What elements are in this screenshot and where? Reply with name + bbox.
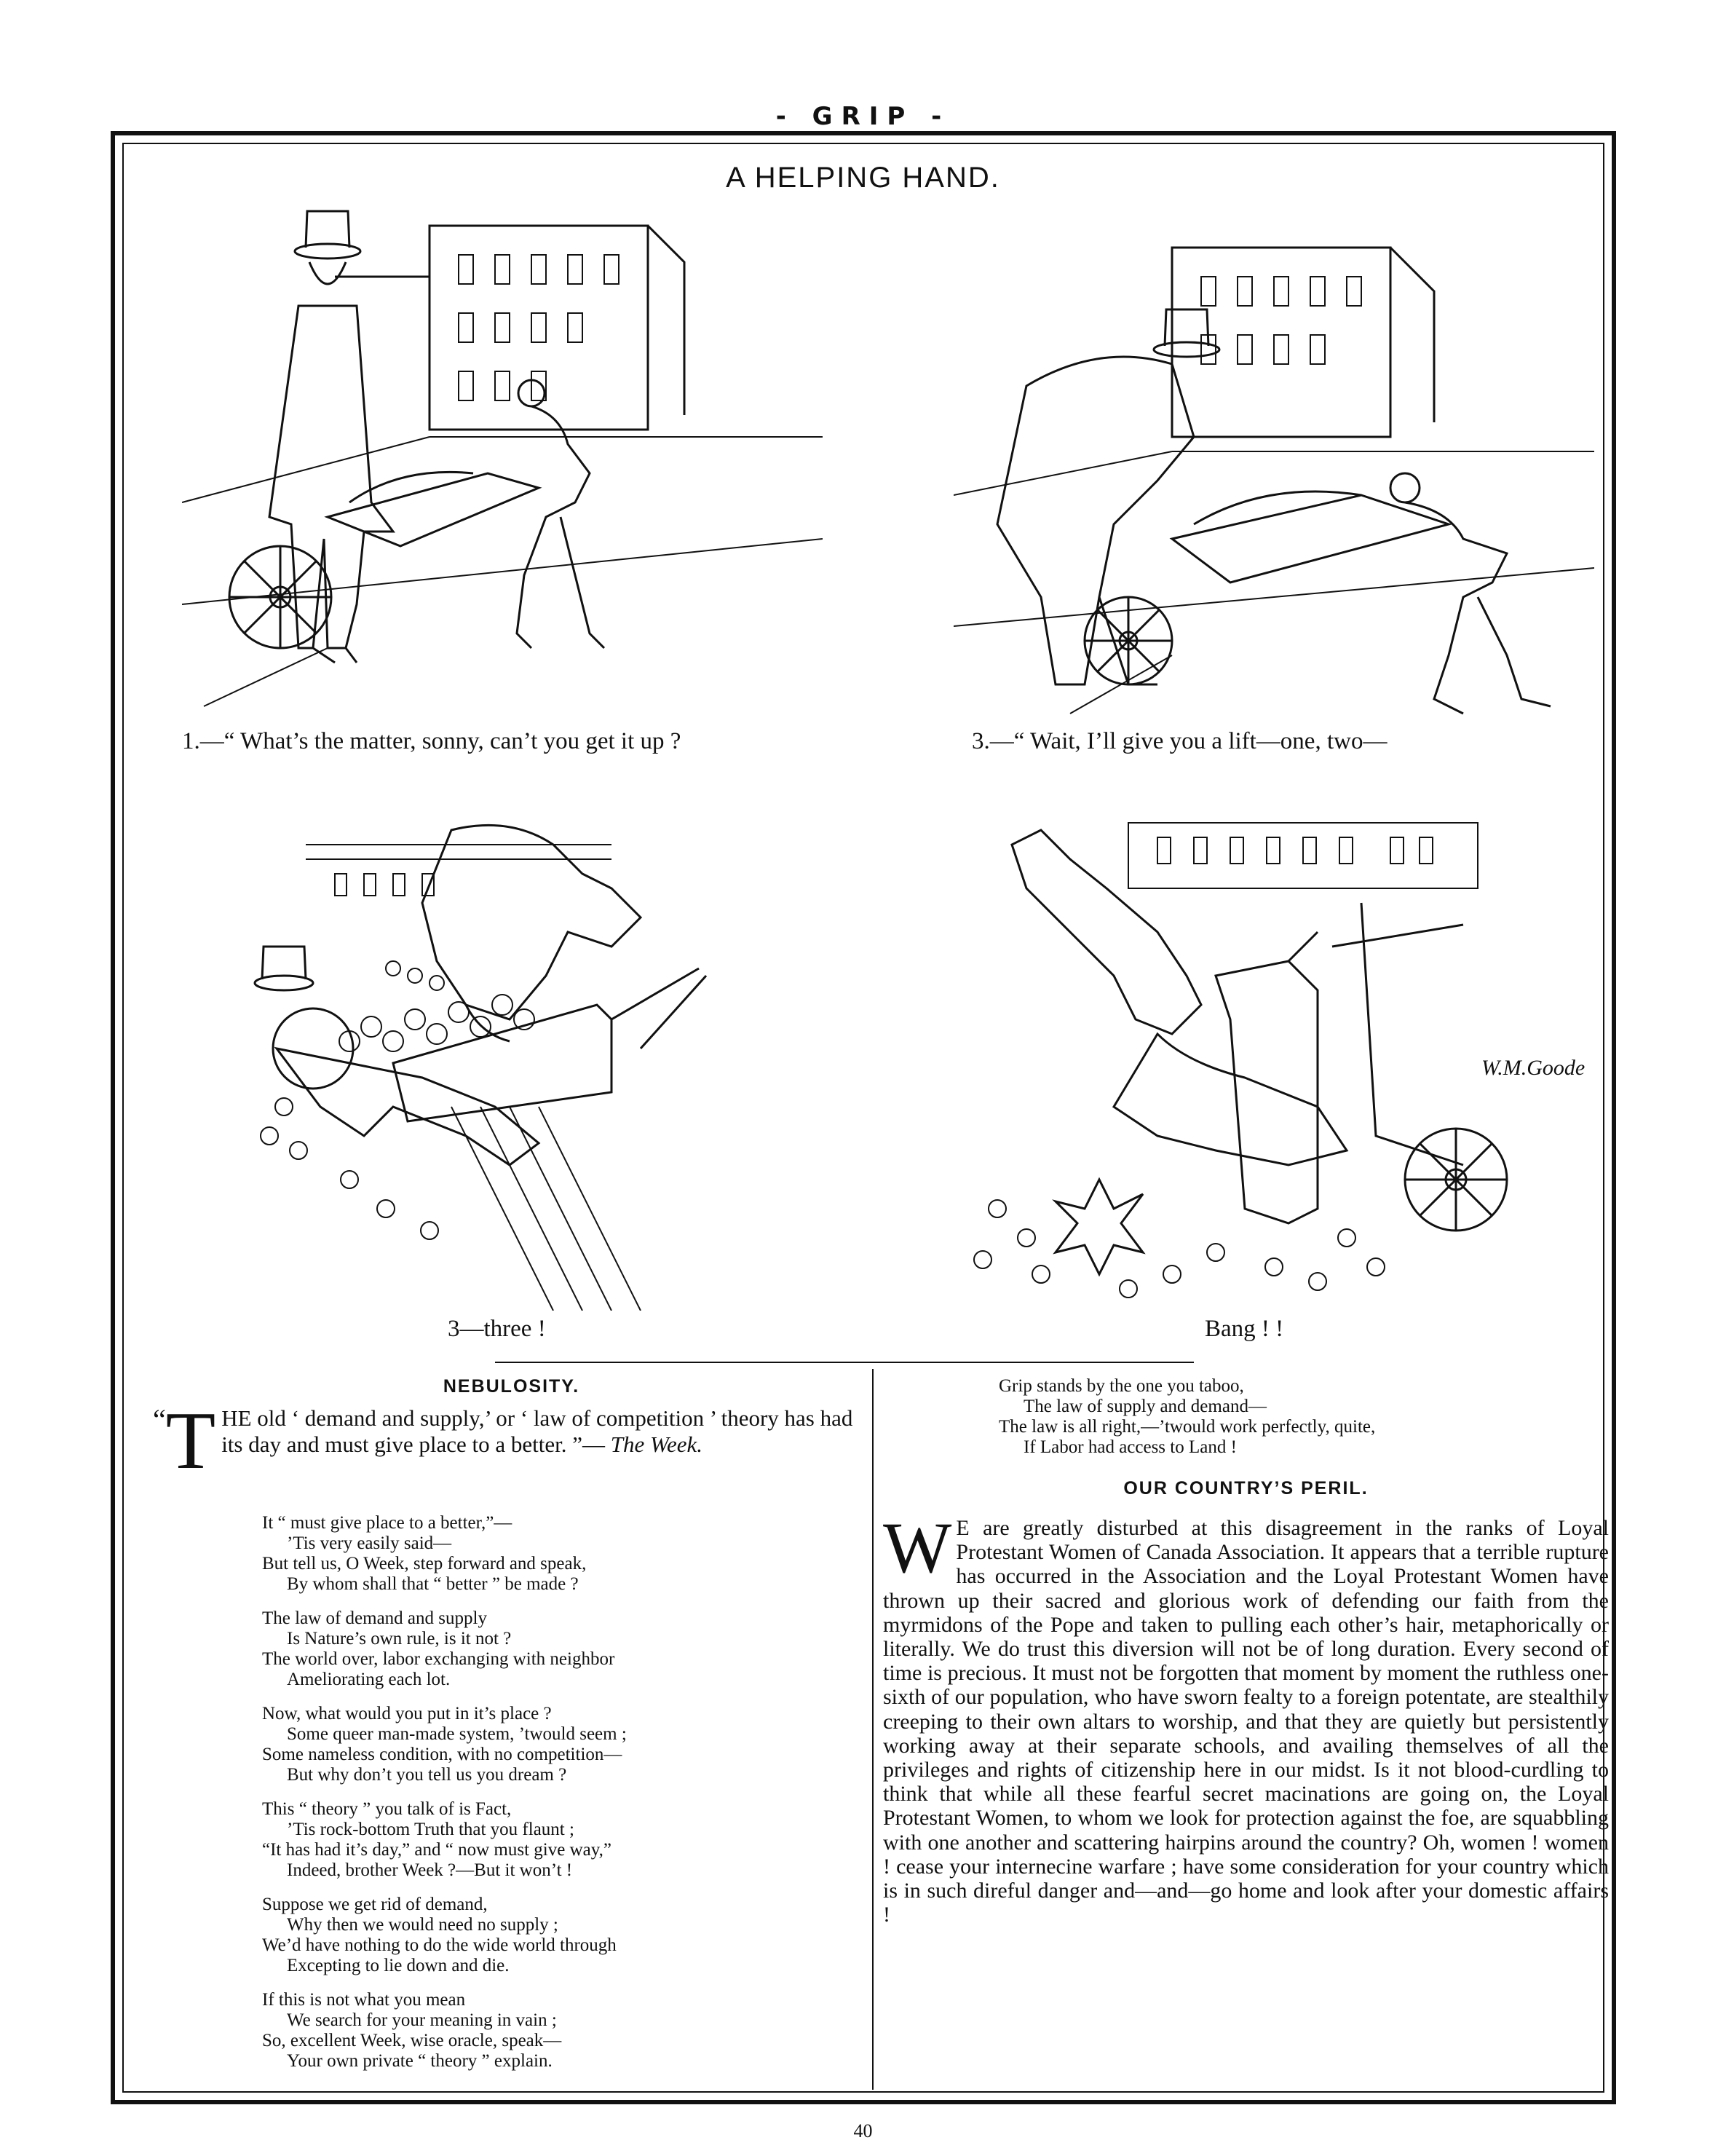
poem-line: Grip stands by the one you taboo, xyxy=(999,1376,1244,1396)
poem-line: But why don’t you tell us you dream ? xyxy=(287,1765,567,1785)
cartoon-panel-2 xyxy=(954,218,1594,728)
horizontal-rule xyxy=(495,1362,1194,1363)
panel-3-caption: 3—three ! xyxy=(448,1316,546,1342)
poem-line: Suppose we get rid of demand, xyxy=(262,1895,488,1914)
poem-line: ’Tis very easily said— xyxy=(287,1533,452,1553)
peril-dropcap: W xyxy=(883,1507,952,1588)
nebulosity-intro xyxy=(153,1396,870,1486)
cartoon-title: A HELPING HAND. xyxy=(726,162,1000,194)
poem-line: Is Nature’s own rule, is it not ? xyxy=(287,1629,512,1648)
panel-2-illustration xyxy=(954,218,1594,728)
intro-dropcap: T xyxy=(165,1396,216,1486)
poem-stanza xyxy=(262,1704,830,1785)
poem-line: Ameliorating each lot. xyxy=(287,1670,451,1689)
poem-line: But tell us, O Week, step forward and speak, xyxy=(262,1554,587,1573)
poem-line: ’Tis rock-bottom Truth that you flaunt ; xyxy=(287,1820,574,1839)
poem-line: If Labor had access to Land ! xyxy=(1024,1437,1237,1457)
panel-2-caption: 3.—“ Wait, I’ll give you a lift—one, two— xyxy=(972,728,1387,754)
peril-title: OUR COUNTRY’S PERIL. xyxy=(1123,1478,1369,1498)
panel-1-illustration xyxy=(182,197,823,721)
poem-stanza xyxy=(262,1990,830,2072)
poem-line: Indeed, brother Week ?—But it won’t ! xyxy=(287,1860,573,1880)
poem-line: This “ theory ” you talk of is Fact, xyxy=(262,1799,512,1819)
poem-line: Excepting to lie down and die. xyxy=(287,1956,510,1975)
poem-line: So, excellent Week, wise oracle, speak— xyxy=(262,2031,562,2050)
intro-text: HE old ‘ demand and supply,’ or ‘ law of competition ’ theory has had its day and must give place to a better. ”— xyxy=(221,1405,853,1457)
poem-line: The law of demand and supply xyxy=(262,1608,487,1628)
poem-stanza xyxy=(262,1895,830,1976)
panel-3-illustration xyxy=(204,801,823,1311)
poem-line: The world over, labor exchanging with neighbor xyxy=(262,1649,615,1669)
masthead: - GRIP - xyxy=(775,102,951,131)
poem-line: It “ must give place to a better,”— xyxy=(262,1513,512,1533)
nebulosity-poem xyxy=(262,1513,830,2085)
panel-1-caption: 1.—“ What’s the matter, sonny, can’t you get it up ? xyxy=(182,728,681,754)
poem-line: We’d have nothing to do the wide world through xyxy=(262,1935,617,1955)
nebulosity-title: NEBULOSITY. xyxy=(443,1376,580,1397)
column-divider xyxy=(872,1369,874,2090)
intro-source: The Week. xyxy=(610,1432,703,1457)
poem-line: Your own private “ theory ” explain. xyxy=(287,2051,553,2071)
poem-line: Now, what would you put in it’s place ? xyxy=(262,1704,552,1723)
poem-stanza xyxy=(262,1513,830,1595)
poem-line: Why then we would need no supply ; xyxy=(287,1915,558,1935)
cartoon-panel-3 xyxy=(204,801,823,1311)
poem-line: Some queer man-made system, ’twould seem ; xyxy=(287,1724,627,1744)
peril-text: E are greatly disturbed at this disagreement in the ranks of Loyal Protestant Women of Canada Association. It appears that a terrible rupture has occurred in the Association and the Loyal Protestant Women have thrown up their sacred and glorious work of defending our faith from the myrmidons of the Pope and taken to pulling each other’s hair, metaphorically or literally. We do trust this diversion will not be of long duration. Every second of time is precious. It must not be forgotten that moment by moment the ruthless one-sixth of our population, who have sworn fealty to a foreign potentate, are stealthily creeping to their own altars to worship, and that they are quietly but persistently working away at their separate schools, and availing themselves of all the privileges and rights of citizenship here in our midst. Is it not blood-curdling to think that while all these fearful secret macinations are going on, the Loyal Protestant Women, to whom we look for protection against the foe, are squabbling with one another and scattering hairpins around the country? Oh, women ! women ! cease your internecine warfare ; have some consideration for your country which is in such direful danger and—and—go home and look after your domestic affairs ! xyxy=(883,1516,1609,1927)
poem-line: The law of supply and demand— xyxy=(1024,1397,1267,1416)
poem-stanza xyxy=(262,1799,830,1881)
poem-line: Some nameless condition, with no competition— xyxy=(262,1745,622,1764)
artist-signature: W.M.Goode xyxy=(1481,1056,1586,1080)
poem-stanza xyxy=(262,1608,830,1690)
page-number: 40 xyxy=(853,2120,873,2141)
poem-line: “It has had it’s day,” and “ now must give way,” xyxy=(262,1840,611,1860)
poem-line: By whom shall that “ better ” be made ? xyxy=(287,1574,579,1594)
cartoon-panel-1 xyxy=(182,197,823,721)
panel-4-caption: Bang ! ! xyxy=(1205,1316,1284,1342)
poem-line: If this is not what you mean xyxy=(262,1990,466,2010)
intro-open-quote: “ xyxy=(153,1403,166,1436)
nebulosity-poem-continued xyxy=(999,1376,1596,1472)
peril-article xyxy=(883,1507,1609,1927)
poem-stanza xyxy=(999,1376,1596,1458)
poem-line: The law is all right,—’twould work perfectly, quite, xyxy=(999,1417,1376,1437)
poem-line: We search for your meaning in vain ; xyxy=(287,2010,557,2030)
cartoon-panel-4 xyxy=(939,801,1594,1311)
